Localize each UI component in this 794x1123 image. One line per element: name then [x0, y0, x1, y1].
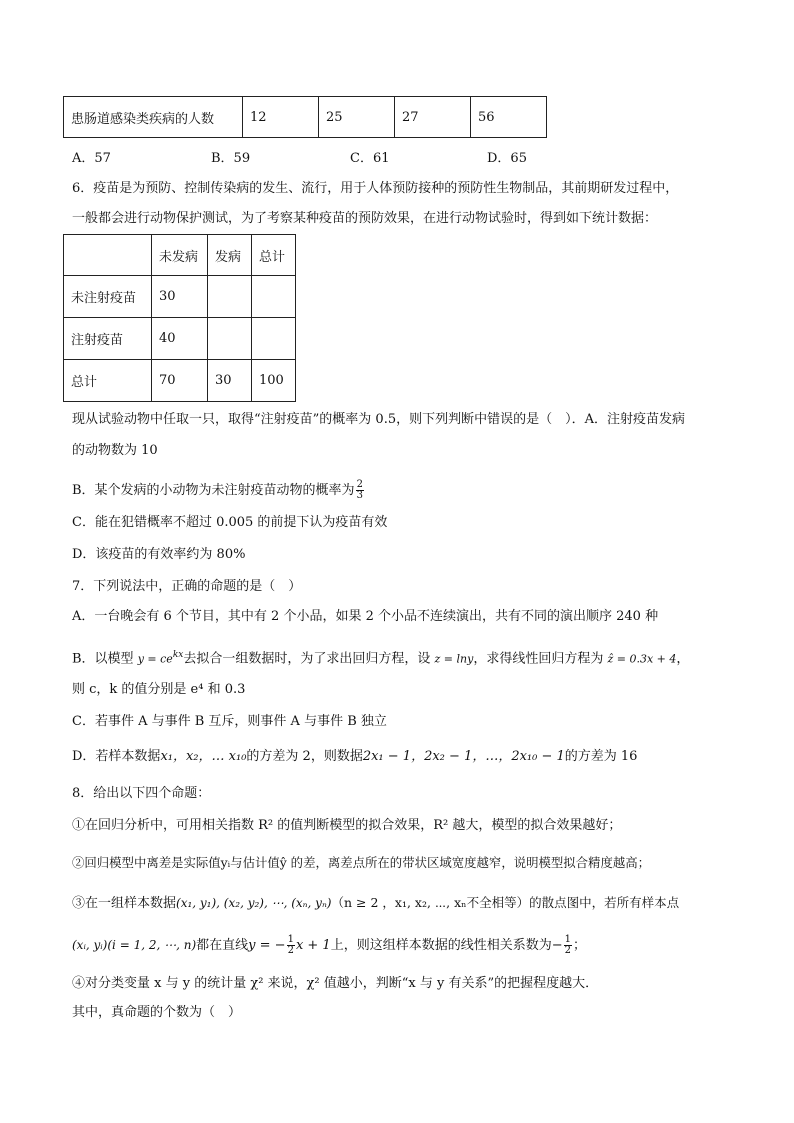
q6-after-line1: 现从试验动物中任取一只，取得“注射疫苗”的概率为 0.5，则下列判断中错误的是（ ）．A．注射疫苗发病: [72, 412, 685, 427]
table-header: [64, 235, 152, 276]
table-cell: 12: [243, 97, 319, 138]
q7-stem: 7．下列说法中，正确的命题的是（ ）: [72, 579, 302, 594]
table-cell: 100: [252, 360, 296, 402]
table-header: 发病: [208, 235, 252, 276]
table-cell: 40: [152, 318, 208, 360]
disease-count-table: [63, 96, 547, 138]
q7-option-a: A．一台晚会有 6 个节目，其中有 2 个小品，如果 2 个小品不连续演出，共有不同的演出顺序 240 种: [72, 609, 659, 624]
q5-option-c: C．61: [350, 151, 390, 166]
q5-option-a: A．57: [72, 151, 111, 166]
q6-stem-line1: 6．疫苗是为预防、控制传染病的发生、流行，用于人体预防接种的预防性生物制品，其前期研发过程中，: [72, 181, 679, 196]
table-cell: 30: [152, 276, 208, 318]
q8-item-4: ④对分类变量 x 与 y 的统计量 χ² 来说，χ² 值越小，判断“x 与 y 有关系”的把握程度越大．: [72, 976, 599, 991]
table-header: 未发病: [152, 235, 208, 276]
q6-option-d: D．该疫苗的有效率约为 80%: [72, 547, 246, 562]
fraction: $\frac{1}{2}$: [564, 934, 571, 956]
q7-option-d: D．若样本数据x₁，x₂，… x₁₀的方差为 2，则数据2x₁ − 1，2x₂ − 1，…，2x₁₀ − 1的方差为 16: [72, 749, 638, 764]
table-cell: 注射疫苗: [64, 318, 152, 360]
q8-stem: 8．给出以下四个命题：: [72, 786, 211, 801]
table-cell: 56: [471, 97, 547, 138]
fraction: $\frac{1}{2}$: [287, 934, 294, 956]
q7-option-b-line2: 则 c，k 的值分别是 e⁴ 和 0.3: [72, 682, 246, 697]
table-cell: 总计: [64, 360, 152, 402]
q6-option-c: C．能在犯错概率不超过 0.005 的前提下认为疫苗有效: [72, 515, 388, 530]
q7-option-b: B．以模型 $y = ce^{kx}$去拟合一组数据时，为了求出回归方程，设 z = lny，求得线性回归方程为 ẑ = 0.3x + 4，: [72, 650, 690, 667]
table-cell: [252, 276, 296, 318]
table-cell: 25: [319, 97, 395, 138]
substitution-formula: z = lny: [434, 652, 474, 666]
q7-option-c: C．若事件 A 与事件 B 互斥，则事件 A 与事件 B 独立: [72, 714, 387, 729]
q6-option-b-text: B．某个发病的小动物为未注射疫苗动物的概率为: [72, 483, 355, 498]
q6-option-b: [72, 480, 365, 501]
table-cell: 27: [395, 97, 471, 138]
table-cell: 70: [152, 360, 208, 402]
vaccine-table: [63, 234, 296, 402]
table-cell: 未注射疫苗: [64, 276, 152, 318]
table-cell: [208, 318, 252, 360]
q6-stem-line2: 一般都会进行动物保护测试，为了考察某种疫苗的预防效果，在进行动物试验时，得到如下统计数据：: [72, 211, 658, 226]
table-header: 总计: [252, 235, 296, 276]
q8-item-1: ①在回归分析中，可用相关指数 R² 的值判断模型的拟合效果，R² 越大，模型的拟合效果越好；: [72, 818, 622, 833]
q8-item-2: ②回归模型中离差是实际值yᵢ与估计值ŷ 的差，离差点所在的带状区域宽度越窄，说明模型拟合精度越高；: [72, 855, 651, 870]
q5-option-b: B．59: [211, 151, 251, 166]
table-cell: [252, 318, 296, 360]
q5-option-d: D．65: [487, 151, 527, 166]
model-formula: y = ce: [137, 652, 173, 666]
q8-item-3-line2: (xᵢ, yᵢ)(i = 1, 2, ⋯, n)都在直线y = − $\frac{1}{2}$ x + 1上，则这组样本数据的线性相关系数为− $\frac{1}{2}$ ；: [72, 934, 587, 956]
fraction: $\frac{2}{3}$: [356, 479, 363, 501]
table-cell: [208, 276, 252, 318]
q8-question: 其中，真命题的个数为（ ）: [72, 1005, 242, 1020]
table-row-label: 患肠道感染类疾病的人数: [64, 97, 243, 138]
q6-after-line2: 的动物数为 10: [72, 443, 158, 458]
table-cell: 30: [208, 360, 252, 402]
q8-item-3-line1: ③在一组样本数据(x₁, y₁), (x₂, y₂), ⋯, (xₙ, yₙ)（n ≥ 2 ，x₁, x₂, ⋯, xₙ不全相等）的散点图中，若所有样本点: [72, 895, 680, 911]
regression-formula: ẑ = 0.3x + 4: [607, 652, 677, 666]
